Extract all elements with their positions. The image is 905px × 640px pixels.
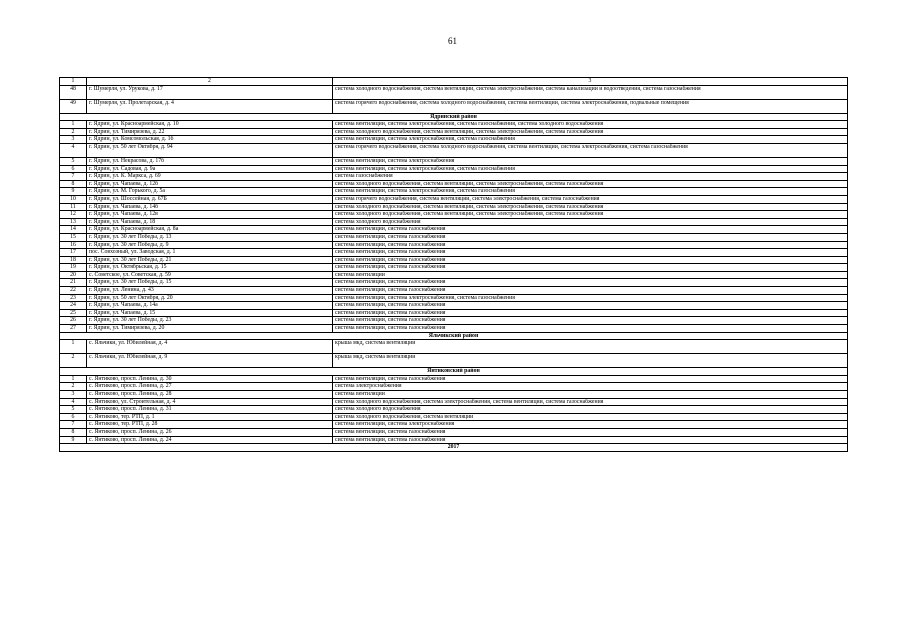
- row-address: с. Янтиково, просп. Ленина, д. 31: [87, 406, 333, 414]
- column-header-number: 1: [60, 78, 87, 86]
- row-works: система вентиляции, система газоснабжения: [333, 287, 848, 295]
- row-works: крыша мкд, система вентиляции: [333, 354, 848, 368]
- row-works: система горячего водоснабжения, система холодного водоснабжения, система вентиляции, система электроснабжения, подвальные помещения: [333, 99, 848, 113]
- row-works: система вентиляции, система газоснабжения: [333, 279, 848, 287]
- row-works: система вентиляции: [333, 271, 848, 279]
- table-header-row: [60, 78, 848, 86]
- row-works: система холодного водоснабжения, система вентиляции, система электроснабжения, система канализации и водоотведения, система газоснабжения: [333, 85, 848, 99]
- row-number: 23: [60, 294, 87, 302]
- row-address: г. Ядрин, ул. Чапаева, д. 12б: [87, 180, 333, 188]
- table-row: [60, 375, 848, 383]
- table-row: [60, 226, 848, 234]
- row-works: система холодного водоснабжения, система вентиляции, система электроснабжения, система газоснабжения: [333, 203, 848, 211]
- register-table: [59, 77, 848, 452]
- row-works: система вентиляции, система газоснабжения: [333, 233, 848, 241]
- district-name: Ядринский район: [60, 113, 848, 121]
- table-row: [60, 128, 848, 136]
- row-works: система вентиляции: [333, 391, 848, 399]
- row-number: 21: [60, 279, 87, 287]
- row-address: г. Ядрин, ул. Тимирязева, д. 20: [87, 325, 333, 333]
- row-works: система вентиляции, система газоснабжения: [333, 241, 848, 249]
- row-works: система вентиляции, система газоснабжения: [333, 428, 848, 436]
- table-row: [60, 413, 848, 421]
- row-address: с. Янтиково, просп. Ленина, д. 30: [87, 375, 333, 383]
- row-works: система горячего водоснабжения, система холодного водоснабжения, система вентиляции, система электроснабжения, система газоснабжения: [333, 143, 848, 157]
- row-number: 6: [60, 413, 87, 421]
- row-address: с. Янтиково, просп. Ленина, д. 26: [87, 428, 333, 436]
- row-number: 18: [60, 256, 87, 264]
- row-works: система холодного водоснабжения, система вентиляции, система электроснабжения, система газоснабжения: [333, 211, 848, 219]
- table-row: [60, 383, 848, 391]
- row-number: 25: [60, 309, 87, 317]
- row-address: г. Ядрин, ул. Красноармейская, д. 8а: [87, 226, 333, 234]
- district-header-row: [60, 332, 848, 340]
- row-number: 8: [60, 428, 87, 436]
- row-number: 9: [60, 188, 87, 196]
- row-works: система вентиляции, система электроснабжения, система газоснабжения: [333, 136, 848, 144]
- row-number: 12: [60, 211, 87, 219]
- row-number: 17: [60, 249, 87, 257]
- table-row: [60, 143, 848, 157]
- row-number: 5: [60, 157, 87, 165]
- row-works: система электроснабжения: [333, 383, 848, 391]
- table-row: [60, 287, 848, 295]
- row-address: г. Ядрин, ул. Чапаева, д. 14а: [87, 302, 333, 310]
- row-number: 5: [60, 406, 87, 414]
- row-address: с. Янтиково, ул. Строительная, д. 4: [87, 398, 333, 406]
- total-row: [60, 444, 848, 452]
- row-number: 22: [60, 287, 87, 295]
- column-header-works: 3: [333, 78, 848, 86]
- table-row: [60, 233, 848, 241]
- table-row: [60, 195, 848, 203]
- register-table-body: [60, 78, 848, 452]
- row-address: г. Ядрин, ул. 30 лет Победы, д. 15: [87, 279, 333, 287]
- row-works: система вентиляции, система газоснабжения: [333, 325, 848, 333]
- row-number: 2: [60, 383, 87, 391]
- row-works: система горячего водоснабжения, система вентиляции, система электроснабжения, система газоснабжения: [333, 195, 848, 203]
- row-address: г. Ядрин, ул. Чапаева, д. 18: [87, 218, 333, 226]
- row-address: г. Ядрин, ул. Некрасова, д. 17б: [87, 157, 333, 165]
- table-row: [60, 241, 848, 249]
- row-address: с. Яльчики, ул. Юбилейная, д. 4: [87, 340, 333, 354]
- table-row: [60, 406, 848, 414]
- row-number: 49: [60, 99, 87, 113]
- table-row: [60, 173, 848, 181]
- row-address: г. Ядрин, ул. Октябрьская, д. 15: [87, 264, 333, 272]
- row-address: г. Ядрин, ул. Чапаева, д. 14б: [87, 203, 333, 211]
- row-works: система вентиляции, система газоснабжения: [333, 226, 848, 234]
- table-row: [60, 436, 848, 444]
- row-address: г. Ядрин, ул. 30 лет Победы, д. 9: [87, 241, 333, 249]
- page-number: 61: [448, 36, 457, 46]
- row-works: система вентиляции, система газоснабжения: [333, 375, 848, 383]
- row-address: г. Ядрин, ул. Ленина, д. 43: [87, 287, 333, 295]
- table-row: [60, 302, 848, 310]
- table-row: [60, 398, 848, 406]
- row-number: 13: [60, 218, 87, 226]
- row-works: система вентиляции, система электроснабжения: [333, 157, 848, 165]
- row-address: г. Ядрин, ул. 30 лет Победы, д. 13: [87, 233, 333, 241]
- row-works: система вентиляции, система электроснабжения, система газоснабжения: [333, 188, 848, 196]
- table-row: [60, 279, 848, 287]
- row-address: г. Ядрин, ул. Садовая, д. 9а: [87, 165, 333, 173]
- row-address: г. Ядрин, ул. К. Маркса, д. 69: [87, 173, 333, 181]
- column-header-address: 2: [87, 78, 333, 86]
- row-address: г. Ядрин, ул. Чапаева, д. 12в: [87, 211, 333, 219]
- table-row: [60, 294, 848, 302]
- district-name: Янтиковский район: [60, 368, 848, 376]
- row-address: с. Советское, ул. Советская, д. 59: [87, 271, 333, 279]
- row-number: 6: [60, 165, 87, 173]
- row-address: с. Яльчики, ул. Юбилейная, д. 9: [87, 354, 333, 368]
- table-row: [60, 180, 848, 188]
- total-count: 2017: [60, 444, 848, 452]
- row-works: система вентиляции, система электроснабжения, система газоснабжения, система холодного водоснабжения: [333, 121, 848, 129]
- row-number: 7: [60, 173, 87, 181]
- row-address: г. Ядрин, ул. 50 лет Октября, д. 94: [87, 143, 333, 157]
- row-number: 27: [60, 325, 87, 333]
- table-row: [60, 309, 848, 317]
- row-address: пос. Совхозный, ул. Заводская, д. 1: [87, 249, 333, 257]
- row-works: система вентиляции, система газоснабжения: [333, 309, 848, 317]
- row-address: г. Ядрин, ул. Шоссейная, д. 67Б: [87, 195, 333, 203]
- table-row: [60, 249, 848, 257]
- row-works: система холодного водоснабжения, система вентиляции, система электроснабжения, система газоснабжения: [333, 128, 848, 136]
- row-address: г. Ядрин, ул. Красноармейская, д. 10: [87, 121, 333, 129]
- table-row: [60, 211, 848, 219]
- row-works: система холодного водоснабжения, система вентиляции, система электроснабжения, система газоснабжения: [333, 180, 848, 188]
- row-works: система вентиляции, система газоснабжения: [333, 249, 848, 257]
- district-header-row: [60, 368, 848, 376]
- row-works: система вентиляции, система газоснабжения: [333, 317, 848, 325]
- row-address: с. Янтиково, просп. Ленина, д. 27: [87, 383, 333, 391]
- district-name: Яльчикский район: [60, 332, 848, 340]
- table-row: [60, 391, 848, 399]
- row-address: г. Ядрин, ул. 30 лет Победы, д. 21: [87, 256, 333, 264]
- row-address: г. Ядрин, ул. 30 лет Победы, д. 23: [87, 317, 333, 325]
- table-row: [60, 421, 848, 429]
- table-row: [60, 203, 848, 211]
- table-row: [60, 428, 848, 436]
- district-header-row: [60, 113, 848, 121]
- table-row: [60, 85, 848, 99]
- table-row: [60, 99, 848, 113]
- table-row: [60, 165, 848, 173]
- row-number: 48: [60, 85, 87, 99]
- row-number: 1: [60, 121, 87, 129]
- row-address: г. Шумерля, ул. Пролетарская, д. 4: [87, 99, 333, 113]
- row-number: 8: [60, 180, 87, 188]
- table-row: [60, 188, 848, 196]
- row-works: система вентиляции, система электроснабжения, система газоснабжения: [333, 294, 848, 302]
- row-number: 24: [60, 302, 87, 310]
- table-row: [60, 317, 848, 325]
- row-number: 14: [60, 226, 87, 234]
- row-works: система вентиляции, система газоснабжения: [333, 256, 848, 264]
- row-address: с. Янтиково, просп. Ленина, д. 24: [87, 436, 333, 444]
- row-address: с. Янтиково, тер. РТП, д. 1: [87, 413, 333, 421]
- row-address: г. Ядрин, ул. Тимирязева, д. 22: [87, 128, 333, 136]
- row-number: 11: [60, 203, 87, 211]
- row-works: система вентиляции, система газоснабжения: [333, 302, 848, 310]
- row-works: система холодного водоснабжения, система вентиляции: [333, 413, 848, 421]
- row-number: 16: [60, 241, 87, 249]
- table-row: [60, 256, 848, 264]
- row-number: 26: [60, 317, 87, 325]
- row-works: система холодного водоснабжения: [333, 406, 848, 414]
- table-row: [60, 340, 848, 354]
- row-address: с. Янтиково, тер. РТП, д. 28: [87, 421, 333, 429]
- row-address: г. Шумерля, ул. Урукова, д. 17: [87, 85, 333, 99]
- row-works: система вентиляции, система газоснабжения: [333, 264, 848, 272]
- row-address: г. Ядрин, ул. Чапаева, д. 15: [87, 309, 333, 317]
- row-works: система вентиляции, система электроснабжения, система газоснабжения: [333, 165, 848, 173]
- row-number: 19: [60, 264, 87, 272]
- table-row: [60, 121, 848, 129]
- row-works: система газоснабжения: [333, 173, 848, 181]
- row-number: 20: [60, 271, 87, 279]
- row-address: г. Ядрин, ул. 50 лет Октября, д. 20: [87, 294, 333, 302]
- row-address: г. Ядрин, ул. Комсомольская, д. 1б: [87, 136, 333, 144]
- row-number: 9: [60, 436, 87, 444]
- row-number: 4: [60, 398, 87, 406]
- table-row: [60, 325, 848, 333]
- row-number: 3: [60, 391, 87, 399]
- row-address: г. Ядрин, ул. М. Горького, д. 5а: [87, 188, 333, 196]
- row-number: 2: [60, 128, 87, 136]
- table-row: [60, 218, 848, 226]
- table-row: [60, 264, 848, 272]
- row-number: 2: [60, 354, 87, 368]
- row-number: 3: [60, 136, 87, 144]
- row-number: 1: [60, 340, 87, 354]
- row-number: 15: [60, 233, 87, 241]
- row-works: система холодного водоснабжения: [333, 218, 848, 226]
- row-works: система вентиляции, система электроснабжения: [333, 421, 848, 429]
- row-works: система холодного водоснабжения, система электроснабжения, система вентиляции, система газоснабжения: [333, 398, 848, 406]
- row-number: 4: [60, 143, 87, 157]
- table-row: [60, 354, 848, 368]
- table-row: [60, 136, 848, 144]
- row-number: 1: [60, 375, 87, 383]
- row-works: крыша мкд, система вентиляции: [333, 340, 848, 354]
- table-row: [60, 157, 848, 165]
- row-address: с. Янтиково, просп. Ленина, д. 28: [87, 391, 333, 399]
- row-number: 7: [60, 421, 87, 429]
- row-number: 10: [60, 195, 87, 203]
- row-works: система вентиляции, система газоснабжения: [333, 436, 848, 444]
- table-row: [60, 271, 848, 279]
